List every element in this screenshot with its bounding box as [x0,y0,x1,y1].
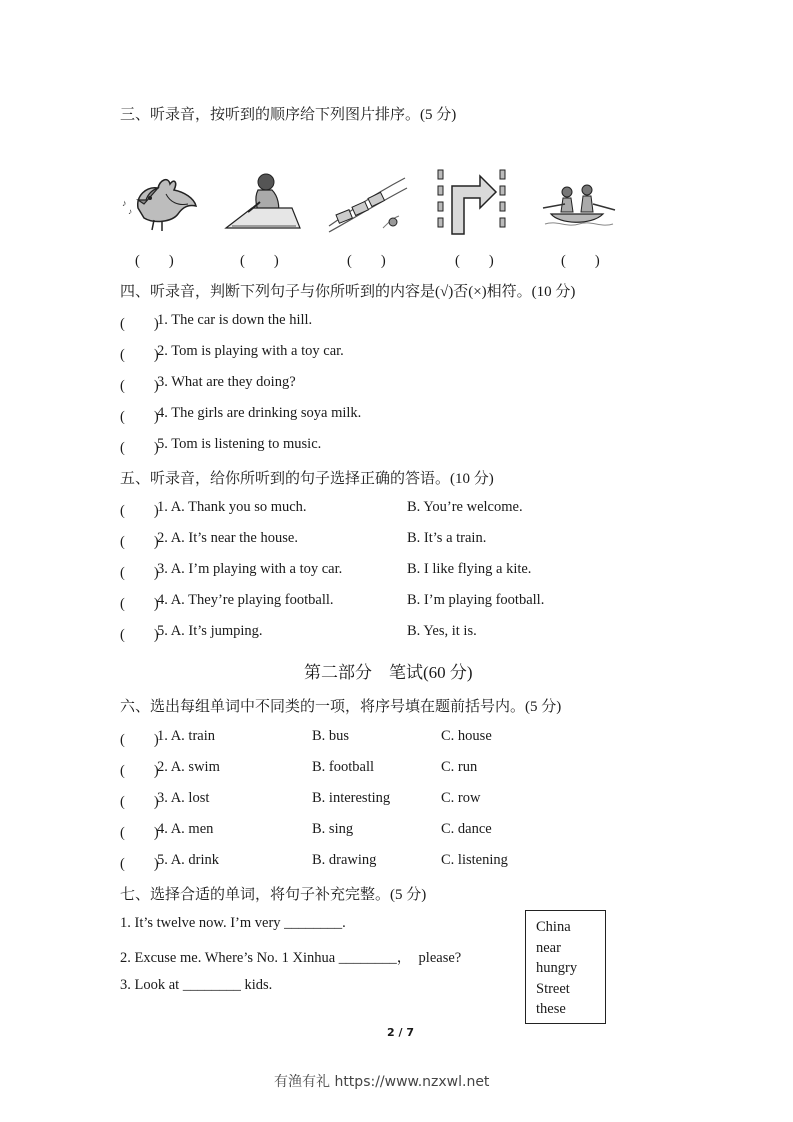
answer-blank[interactable]: ( ) [120,316,159,332]
option-c: C. row [441,790,481,806]
option-a: 1. A. Thank you so much. [157,499,307,515]
option-a: 3. A. I’m playing with a toy car. [157,561,343,577]
option-a: 4. A. They’re playing football. [157,592,334,608]
svg-text:♪: ♪ [128,207,132,216]
picture-answer-blank[interactable]: ( ) [561,253,600,269]
answer-blank[interactable]: ( ) [120,627,159,643]
option-c: C. listening [441,852,508,868]
answer-blank[interactable]: ( ) [120,794,159,810]
answer-blank[interactable]: ( ) [120,596,159,612]
picture-answer-blank[interactable]: ( ) [455,253,494,269]
answer-blank[interactable]: ( ) [120,825,159,841]
word-bank-item: these [536,1001,566,1017]
answer-blank[interactable]: ( ) [120,763,159,779]
answer-blank[interactable]: ( ) [120,503,159,519]
picture-answer-blank[interactable]: ( ) [240,253,279,269]
footer-watermark: 有渔有礼 https://www.nzxwl.net [274,1074,490,1090]
section4-heading: 四、听录音，判断下列句子与你所听到的内容是(√)否(×)相符。(10 分) [120,284,576,300]
option-a: 4. A. men [157,821,214,837]
option-c: C. house [441,728,492,744]
question-text: 4. The girls are drinking soya milk. [157,405,362,421]
option-b: B. It’s a train. [407,530,487,546]
word-bank-item: Street [536,980,570,997]
option-a: 5. A. drink [157,852,220,868]
answer-blank[interactable]: ( ) [120,732,159,748]
part2-title: 第二部分 笔试(60 分) [304,663,473,682]
option-a: 5. A. It’s jumping. [157,623,263,639]
picture-answer-blank[interactable]: ( ) [135,253,174,269]
option-b: B. sing [312,821,354,837]
train-on-hill-icon [327,168,409,238]
option-b: B. You’re welcome. [407,499,523,515]
answer-blank[interactable]: ( ) [120,378,159,394]
answer-blank[interactable]: ( ) [120,440,159,456]
fill-sentence[interactable]: 3. Look at ________ kids. [120,977,273,993]
word-bank-item: hungry [536,960,578,976]
option-a: 1. A. train [157,728,215,744]
turn-right-sign-icon [432,168,514,238]
svg-text:♪: ♪ [122,198,127,208]
option-b: B. I like flying a kite. [407,561,532,577]
picture-answer-blank[interactable]: ( ) [347,253,386,269]
word-bank-item: China [536,919,571,935]
option-a: 3. A. lost [157,790,210,806]
option-b: B. drawing [312,852,377,868]
boat-rowing-icon [537,168,619,238]
section6-heading: 六、选出每组单词中不同类的一项，将序号填在题前括号内。(5 分) [120,699,562,715]
answer-blank[interactable]: ( ) [120,534,159,550]
bird-icon [118,168,200,238]
section3-heading: 三、听录音，按听到的顺序给下列图片排序。(5 分) [120,107,457,123]
option-b: B. football [312,759,375,775]
option-b: B. I’m playing football. [407,592,545,608]
answer-blank[interactable]: ( ) [120,409,159,425]
word-bank-box [525,910,606,1024]
option-c: C. dance [441,821,492,837]
question-text: 5. Tom is listening to music. [157,436,322,452]
section7-heading: 七、选择合适的单词，将句子补充完整。(5 分) [120,887,427,903]
option-a: 2. A. swim [157,759,220,775]
question-text: 1. The car is down the hill. [157,312,313,328]
word-bank-item: near [536,939,561,956]
option-b: B. Yes, it is. [407,623,477,639]
option-b: B. bus [312,728,350,744]
fill-sentence[interactable]: 2. Excuse me. Where’s No. 1 Xinhua ________， please? [120,950,462,966]
page-number: 2 / 7 [387,1026,414,1039]
section5-heading: 五、听录音，给你所听到的句子选择正确的答语。(10 分) [120,471,494,487]
answer-blank[interactable]: ( ) [120,856,159,872]
answer-blank[interactable]: ( ) [120,565,159,581]
question-text: 2. Tom is playing with a toy car. [157,343,344,359]
option-a: 2. A. It’s near the house. [157,530,298,546]
fill-sentence[interactable]: 1. It’s twelve now. I’m very ________. [120,915,346,931]
answer-blank[interactable]: ( ) [120,347,159,363]
option-c: C. run [441,759,478,775]
question-text: 3. What are they doing? [157,374,296,390]
girl-drawing-icon [222,168,304,238]
option-b: B. interesting [312,790,391,806]
